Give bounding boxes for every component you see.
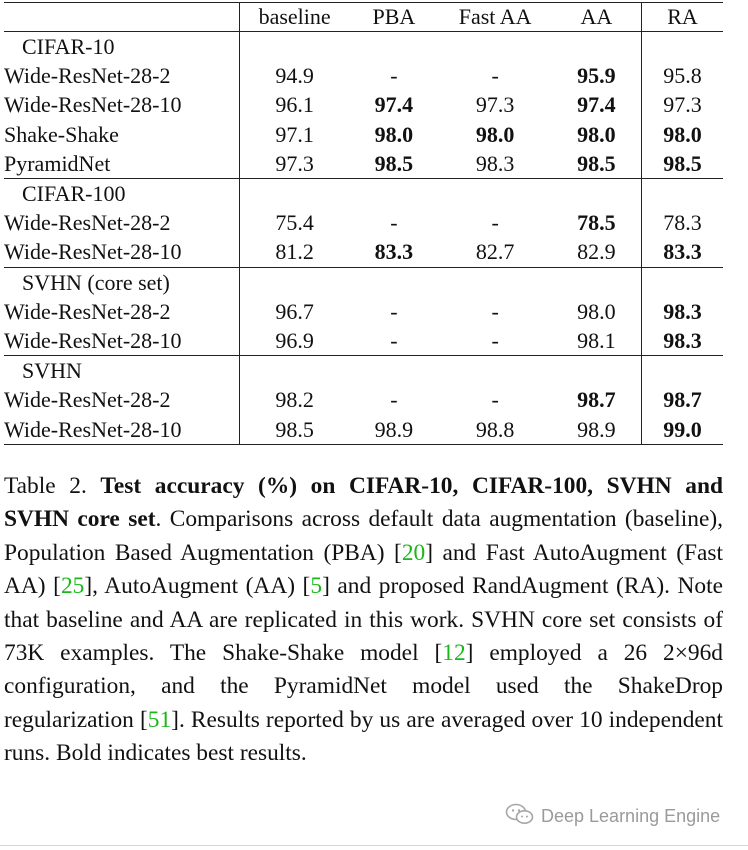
cell-ra: 95.8 bbox=[641, 61, 723, 90]
cell-baseline: 96.7 bbox=[239, 297, 349, 326]
cell-fast-aa: 98.8 bbox=[438, 414, 551, 444]
cell-ra: 98.5 bbox=[641, 149, 723, 179]
section-spacer bbox=[641, 32, 723, 62]
results-table bbox=[4, 2, 723, 445]
citation-link[interactable]: 20 bbox=[401, 539, 426, 566]
cell-pba: 83.3 bbox=[374, 239, 414, 265]
col-header-ra: RA bbox=[641, 3, 723, 32]
cell-fast-aa: - bbox=[491, 298, 499, 324]
section-spacer bbox=[438, 178, 551, 208]
table-row bbox=[4, 90, 723, 119]
cell-baseline: 96.1 bbox=[239, 90, 349, 119]
model-name: Wide-ResNet-28-10 bbox=[4, 414, 239, 444]
cell-ra: 97.3 bbox=[641, 90, 723, 119]
model-name: PyramidNet bbox=[4, 150, 111, 176]
caption-text: ]. Results reported by us are averaged over 10 independent runs. Bold indicates best results. bbox=[4, 706, 723, 767]
section-spacer bbox=[552, 178, 642, 208]
cell-pba: - bbox=[390, 210, 398, 236]
section-spacer bbox=[349, 267, 438, 297]
section-row bbox=[4, 267, 723, 297]
table-row bbox=[4, 208, 723, 237]
cell-fast-aa: - bbox=[491, 210, 499, 236]
caption-label: Table 2. bbox=[4, 473, 101, 499]
cell-baseline: 98.2 bbox=[239, 385, 349, 414]
section-spacer bbox=[552, 32, 642, 62]
cell-fast-aa: - bbox=[491, 387, 499, 413]
cell-ra: 78.3 bbox=[641, 208, 723, 237]
results-body bbox=[4, 32, 723, 445]
cell-ra: 98.0 bbox=[641, 120, 723, 149]
cell-aa: 98.0 bbox=[577, 121, 616, 147]
section-spacer bbox=[552, 267, 642, 297]
table-row bbox=[4, 149, 723, 179]
cell-baseline: 75.4 bbox=[239, 208, 349, 237]
cell-ra: 98.3 bbox=[641, 326, 723, 356]
section-spacer bbox=[349, 178, 438, 208]
table-row bbox=[4, 297, 723, 326]
cell-aa: 95.9 bbox=[577, 63, 616, 89]
citation-link[interactable]: 25 bbox=[60, 573, 85, 600]
cell-pba: - bbox=[390, 63, 398, 89]
cell-fast-aa: 97.3 bbox=[475, 92, 515, 118]
cell-pba: 98.0 bbox=[374, 121, 414, 147]
section-spacer bbox=[438, 32, 551, 62]
model-name: Wide-ResNet-28-2 bbox=[4, 63, 171, 89]
table-row bbox=[4, 237, 723, 267]
cell-aa: 98.7 bbox=[577, 387, 616, 413]
section-spacer bbox=[239, 32, 349, 62]
header-corner bbox=[4, 3, 239, 32]
cell-baseline: 97.1 bbox=[239, 120, 349, 149]
cell-aa: 97.4 bbox=[577, 92, 616, 118]
cell-aa: 82.9 bbox=[577, 239, 616, 265]
model-name: Shake-Shake bbox=[4, 121, 119, 147]
model-name: Wide-ResNet-28-2 bbox=[4, 210, 171, 236]
model-name: Wide-ResNet-28-2 bbox=[4, 387, 171, 413]
wechat-icon bbox=[505, 802, 535, 831]
cell-baseline: 96.9 bbox=[239, 326, 349, 356]
section-spacer bbox=[438, 356, 551, 386]
section-spacer bbox=[552, 356, 642, 386]
cell-pba: - bbox=[390, 387, 398, 413]
section-spacer bbox=[438, 267, 551, 297]
cell-fast-aa: 82.7 bbox=[475, 239, 515, 265]
caption-text: ] and Fast AutoAugment (Fast AA) [ bbox=[4, 539, 723, 600]
table-caption bbox=[4, 470, 723, 771]
section-spacer bbox=[641, 356, 723, 386]
cell-baseline: 97.3 bbox=[239, 149, 349, 179]
col-header-fast-aa: Fast AA bbox=[438, 3, 551, 32]
cell-baseline: 98.5 bbox=[239, 414, 349, 444]
table-row bbox=[4, 120, 723, 149]
cell-fast-aa: 98.3 bbox=[475, 150, 515, 176]
table-row bbox=[4, 414, 723, 444]
section-spacer bbox=[641, 178, 723, 208]
cell-fast-aa: - bbox=[491, 327, 499, 353]
cell-pba: - bbox=[390, 298, 398, 324]
caption-text: . Comparisons across default data augmentation (baseline), Population Based Augmentation (PBA) [ bbox=[4, 506, 723, 566]
cell-baseline: 94.9 bbox=[239, 61, 349, 90]
section-spacer bbox=[239, 178, 349, 208]
cell-pba: 98.9 bbox=[349, 414, 438, 444]
caption-text: ] and proposed RandAugment (RA). Note that baseline and AA are replicated in this work. SVHN core set consists of 73K examples. The Shake-Shake model [ bbox=[4, 573, 724, 667]
watermark bbox=[505, 802, 720, 831]
cell-aa: 98.9 bbox=[552, 414, 642, 444]
section-spacer bbox=[349, 356, 438, 386]
citation-link[interactable]: 5 bbox=[310, 573, 323, 600]
section-spacer bbox=[349, 32, 438, 62]
cell-aa: 78.5 bbox=[577, 210, 616, 236]
cell-ra: 99.0 bbox=[641, 414, 723, 444]
cell-aa: 98.0 bbox=[577, 298, 616, 324]
model-name: Wide-ResNet-28-10 bbox=[4, 327, 182, 353]
col-header-aa: AA bbox=[552, 3, 642, 32]
section-row bbox=[4, 356, 723, 386]
cell-ra: 98.3 bbox=[641, 297, 723, 326]
bottom-divider bbox=[0, 845, 748, 846]
cell-pba: 98.5 bbox=[374, 150, 414, 176]
caption-title: Test accuracy (%) on CIFAR-10, CIFAR-100, SVHN and SVHN core set bbox=[4, 473, 723, 533]
caption-text: ], AutoAugment (AA) [ bbox=[84, 573, 311, 600]
header-row bbox=[4, 3, 723, 32]
section-title: CIFAR-100 bbox=[4, 178, 239, 208]
model-name: Wide-ResNet-28-10 bbox=[4, 239, 182, 265]
cell-fast-aa: - bbox=[491, 63, 499, 89]
model-name: Wide-ResNet-28-2 bbox=[4, 298, 171, 324]
cell-fast-aa: 98.0 bbox=[475, 121, 515, 147]
citation-link[interactable]: 12 bbox=[442, 640, 466, 667]
section-spacer bbox=[641, 267, 723, 297]
col-header-pba: PBA bbox=[349, 3, 438, 32]
cell-aa: 98.1 bbox=[577, 327, 616, 353]
section-spacer bbox=[239, 267, 349, 297]
section-title: CIFAR-10 bbox=[4, 32, 239, 62]
cell-pba: 97.4 bbox=[374, 92, 414, 118]
model-name: Wide-ResNet-28-10 bbox=[4, 92, 182, 118]
table-row bbox=[4, 326, 723, 356]
citation-link[interactable]: 51 bbox=[147, 706, 172, 733]
watermark-text: Deep Learning Engine bbox=[541, 806, 721, 826]
section-row bbox=[4, 32, 723, 62]
caption-text: ] employed a 26 2×96d configuration, and the PyramidNet model used the ShakeDrop regularization [ bbox=[4, 640, 723, 733]
section-spacer bbox=[239, 356, 349, 386]
cell-pba: - bbox=[390, 327, 398, 353]
table-row bbox=[4, 385, 723, 414]
col-header-baseline: baseline bbox=[239, 3, 349, 32]
section-title: SVHN bbox=[4, 356, 239, 386]
section-row bbox=[4, 178, 723, 208]
cell-baseline: 81.2 bbox=[239, 237, 349, 267]
cell-ra: 83.3 bbox=[641, 237, 723, 267]
section-title: SVHN (core set) bbox=[4, 267, 239, 297]
cell-aa: 98.5 bbox=[577, 150, 616, 176]
table-row bbox=[4, 61, 723, 90]
cell-ra: 98.7 bbox=[641, 385, 723, 414]
